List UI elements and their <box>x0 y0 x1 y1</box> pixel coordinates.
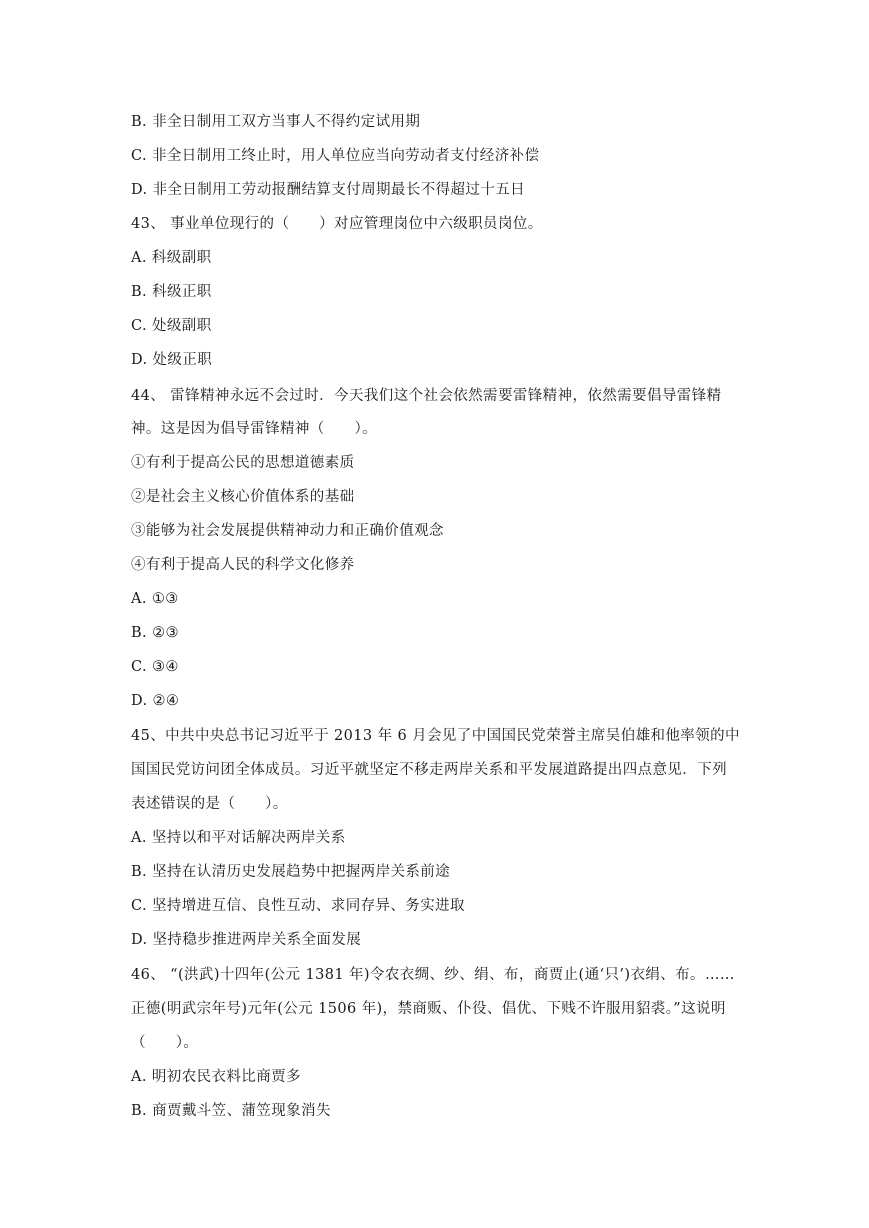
option-line: A. 科级副职 <box>131 250 212 266</box>
question-line: 国国民党访问团全体成员。习近平就坚定不移走两岸关系和平发展道路提出四点意见．下列 <box>131 762 727 778</box>
option-line: D. 处级正职 <box>131 352 213 368</box>
question-line: 神。这是因为倡导雷锋精神（ ）。 <box>131 421 378 437</box>
option-line: B. ②③ <box>131 625 179 641</box>
option-line: B. 非全日制用工双方当事人不得约定试用期 <box>131 114 421 130</box>
statement-line: ②是社会主义核心价值体系的基础 <box>131 489 355 505</box>
option-line: C. 非全日制用工终止时，用人单位应当向劳动者支付经济补偿 <box>131 148 540 164</box>
statement-line: ③能够为社会发展提供精神动力和正确价值观念 <box>131 523 444 539</box>
option-line: B. 商贾戴斗笠、蒲笠现象消失 <box>131 1103 331 1119</box>
option-line: D. ②④ <box>131 693 180 709</box>
option-line: D. 坚持稳步推进两岸关系全面发展 <box>131 932 362 948</box>
option-line: B. 科级正职 <box>131 284 212 300</box>
option-line: C. ③④ <box>131 659 179 675</box>
option-line: D. 非全日制用工劳动报酬结算支付周期最长不得超过十五日 <box>131 182 526 198</box>
question-line: 46、 “(洪武)十四年(公元 1381 年)令农衣绸、纱、绢、布，商贾止(通‘只’)衣绢、布。…… <box>131 967 735 983</box>
question-line: 表述错误的是（ ）。 <box>131 796 288 812</box>
option-line: B. 坚持在认清历史发展趋势中把握两岸关系前途 <box>131 864 451 880</box>
question-line: 43、 事业单位现行的（ ）对应管理岗位中六级职员岗位。 <box>131 216 543 232</box>
question-line: （ ）。 <box>131 1035 199 1051</box>
question-line: 正德(明武宗年号)元年(公元 1506 年)，禁商贩、仆役、倡优、下贱不许服用貂裘。”这说明 <box>131 1001 726 1017</box>
statement-line: ④有利于提高人民的科学文化修养 <box>131 557 355 573</box>
option-line: A. 明初农民衣料比商贾多 <box>131 1069 301 1085</box>
option-line: C. 坚持增进互信、良性互动、求同存异、务实进取 <box>131 898 465 914</box>
question-line: 44、 雷锋精神永远不会过时．今天我们这个社会依然需要雷锋精神，依然需要倡导雷锋精 <box>131 388 722 404</box>
statement-line: ①有利于提高公民的思想道德素质 <box>131 455 355 471</box>
option-line: A. ①③ <box>131 591 179 607</box>
option-line: C. 处级副职 <box>131 318 212 334</box>
question-line: 45、中共中央总书记习近平于 2013 年 6 月会见了中国国民党荣誉主席吴伯雄和他率领的中 <box>131 728 740 744</box>
option-line: A. 坚持以和平对话解决两岸关系 <box>131 830 346 846</box>
